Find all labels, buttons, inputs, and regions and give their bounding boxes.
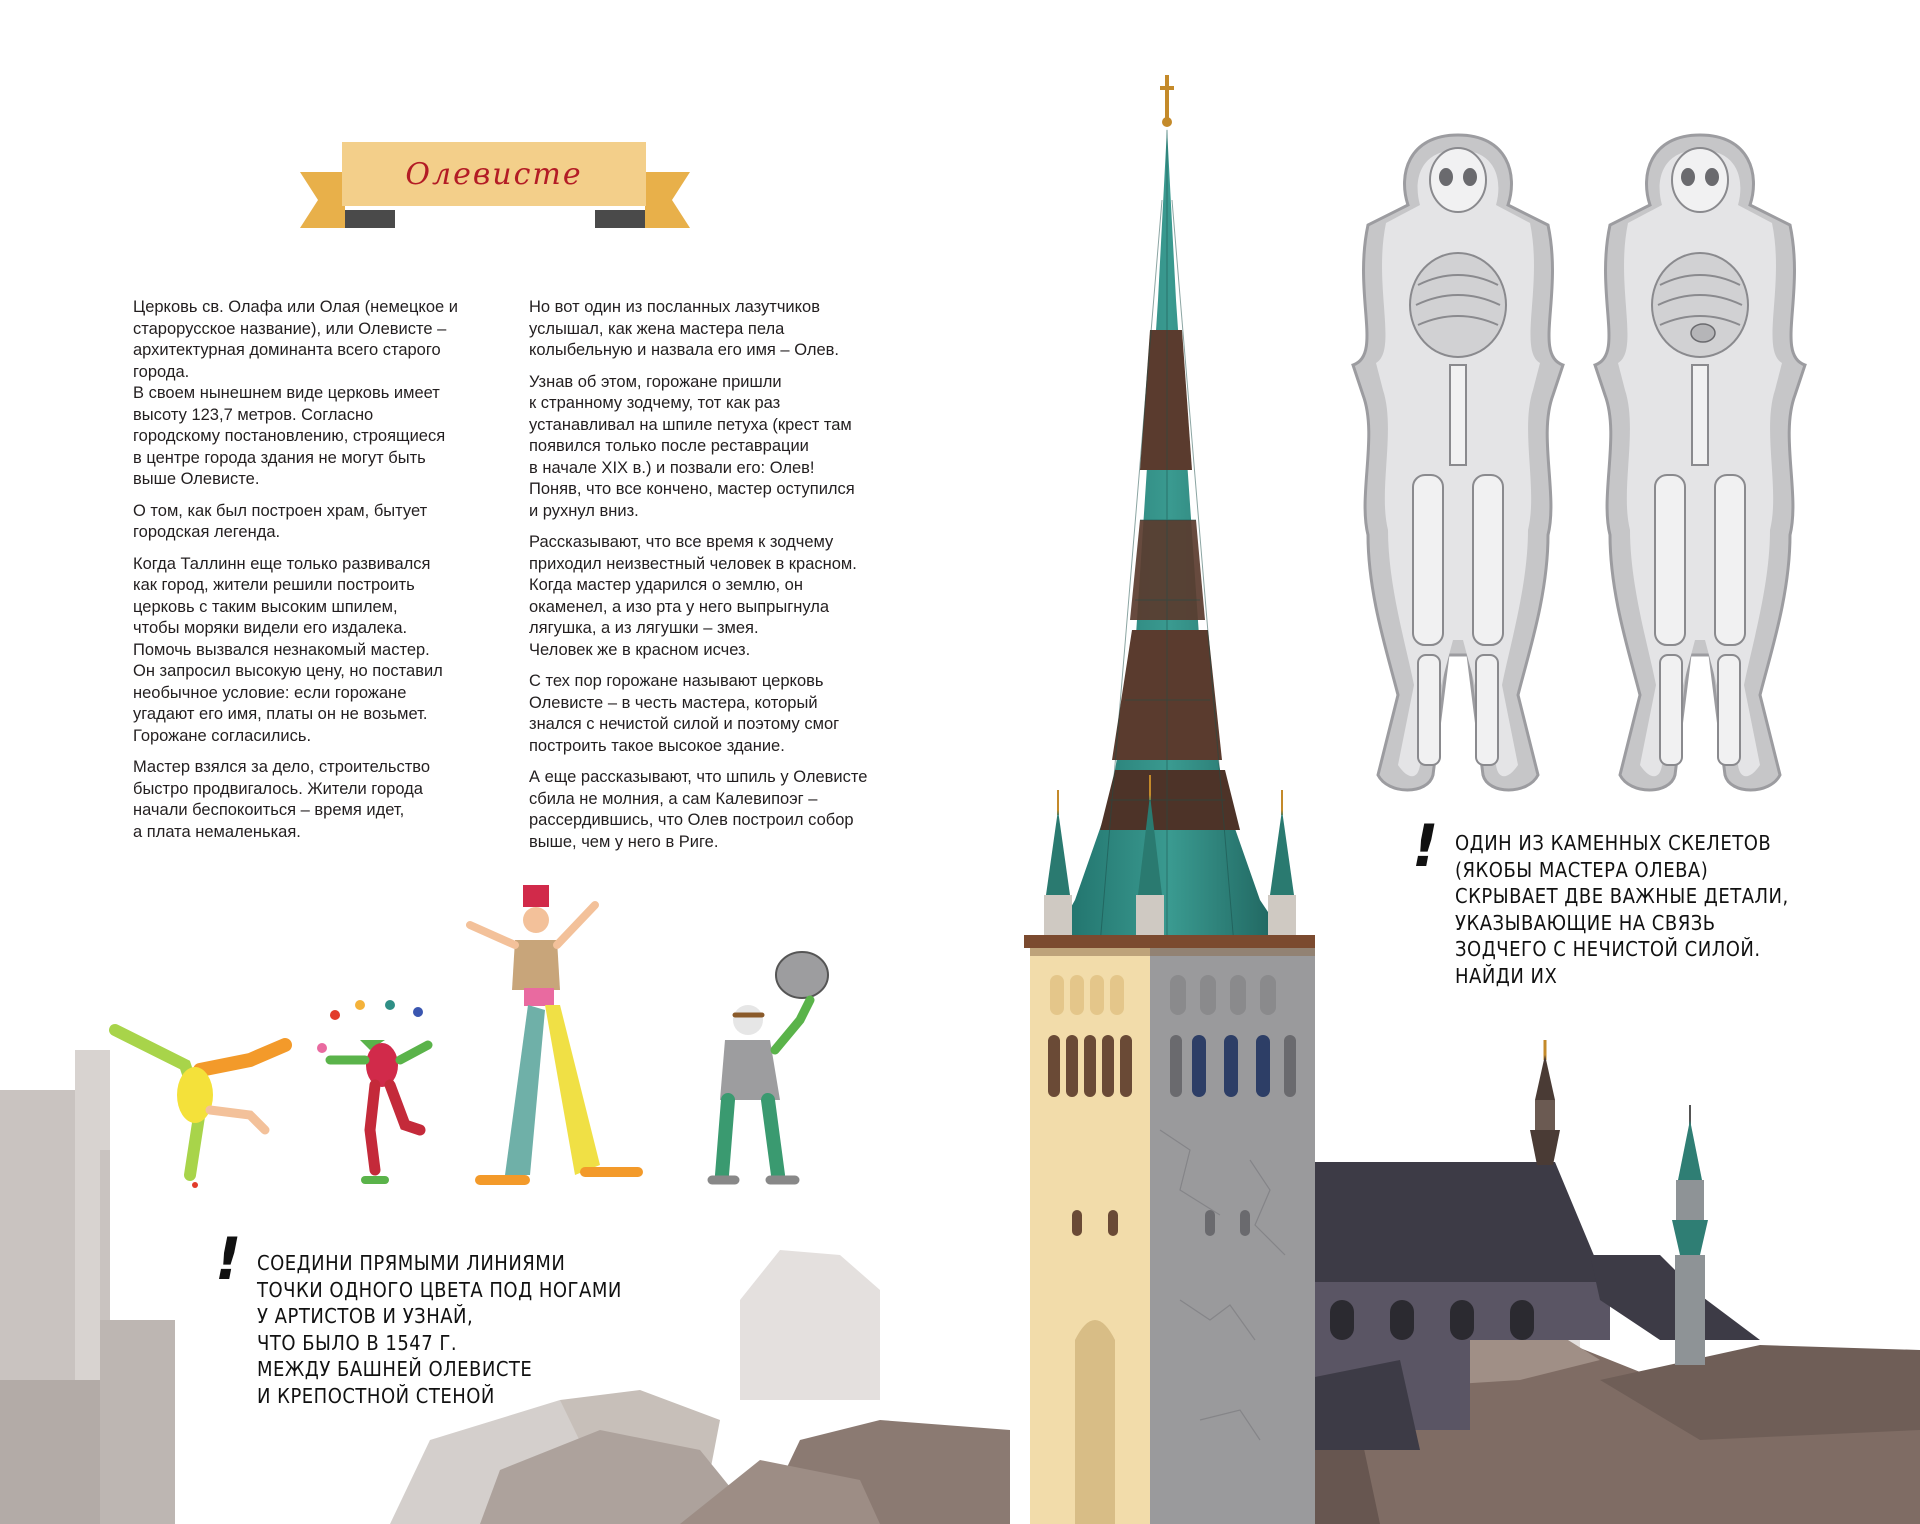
paragraph: Мастер взялся за дело, строительство быстро продвигалось. Жители города начали беспокоиться – время идет, а плата немаленькая. <box>133 758 431 841</box>
knight-figure <box>712 952 828 1180</box>
paragraph: А еще рассказывают, что шпиль у Олевисте сбила не молния, а сам Калевипоэг – рассердившись, что Олев построил собор выше, чем у него в Риге. <box>529 768 868 851</box>
hint-dots-text: СОЕДИНИ ПРЯМЫМИ ЛИНИЯМИ ТОЧКИ ОДНОГО ЦВЕТА ПОД НОГАМИ У АРТИСТОВ И УЗНАЙ, ЧТО БЫЛО В 1547 Г. МЕЖДУ БАШНЕЙ ОЛЕВИСТЕ И КРЕПОСТНОЙ СТЕНОЙ <box>257 1251 622 1408</box>
paragraph: Рассказывают, что все время к зодчему приходил неизвестный человек в красном. Когда мастер ударился о землю, он окаменел, а изо рта у него выпрыгнула лягушка, а из лягушки – змея. Человек же в красном исчез. <box>529 533 857 659</box>
paragraph: Когда Таллинн еще только развивался как город, жители решили построить церковь с таким высоким шпилем, чтобы моряки видели его издалека. Помочь вызвался незнакомый мастер. Он запросил высокую цену, но поставил необычное условие: если горожане угадают его имя, платы он не возьмет. Горожане согласились. <box>133 554 443 745</box>
acrobat-figure <box>115 1030 285 1188</box>
paragraph: Узнав об этом, горожане пришли к странному зодчему, тот как раз устанавливал на шпиле петуха (крест там появился только после реставрации в начале XIX в.) и позвали его: Олев! Поняв, что все кончено, мастер оступился и рухнул вниз. <box>529 372 855 520</box>
tower <box>1024 935 1315 1524</box>
paragraph: О том, как был построен храм, бытует городская легенда. <box>133 501 428 541</box>
exclamation-icon: ! <box>215 1225 242 1293</box>
skeleton-statue-left <box>1353 135 1563 790</box>
small-spire-green <box>1672 1105 1708 1365</box>
text-column-right <box>529 297 939 863</box>
paragraph: Но вот один из посланных лазутчиков услышал, как жена мастера пела колыбельную и назвала его имя – Олев. <box>529 298 839 359</box>
exclamation-icon: ! <box>1412 812 1439 880</box>
stiltwalker-figure <box>470 885 638 1180</box>
spire <box>1050 75 1290 945</box>
paragraph: С тех пор горожане называют церковь Олевисте – в честь мастера, который знался с нечистой силой и поэтому смог построить такое высокое здание. <box>529 672 840 755</box>
skeleton-statue-right <box>1595 135 1805 790</box>
paragraph: Церковь св. Олафа или Олая (немецкое и старорусское название), или Олевисте – архитектурная доминанта всего старого города. В своем нынешнем виде церковь имеет высоту 123,7 метров. Согласно городскому постановлению, строящиеся в центре города здания не могут быть выше Олевисте. <box>133 298 458 488</box>
hint-skeletons-text: ОДИН ИЗ КАМЕННЫХ СКЕЛЕТОВ (ЯКОБЫ МАСТЕРА ОЛЕВА) СКРЫВАЕТ ДВЕ ВАЖНЫЕ ДЕТАЛИ, УКАЗЫВАЮЩИЕ НА СВЯЗЬ ЗОДЧЕГО С НЕЧИСТОЙ СИЛОЙ. НАЙДИ ИХ <box>1455 831 1789 988</box>
small-spire-brown <box>1530 1040 1560 1165</box>
text-column-left <box>133 297 533 853</box>
page-title: Олевисте <box>405 156 583 192</box>
jester-figure <box>317 1000 428 1180</box>
fortress-wall <box>0 1050 175 1524</box>
